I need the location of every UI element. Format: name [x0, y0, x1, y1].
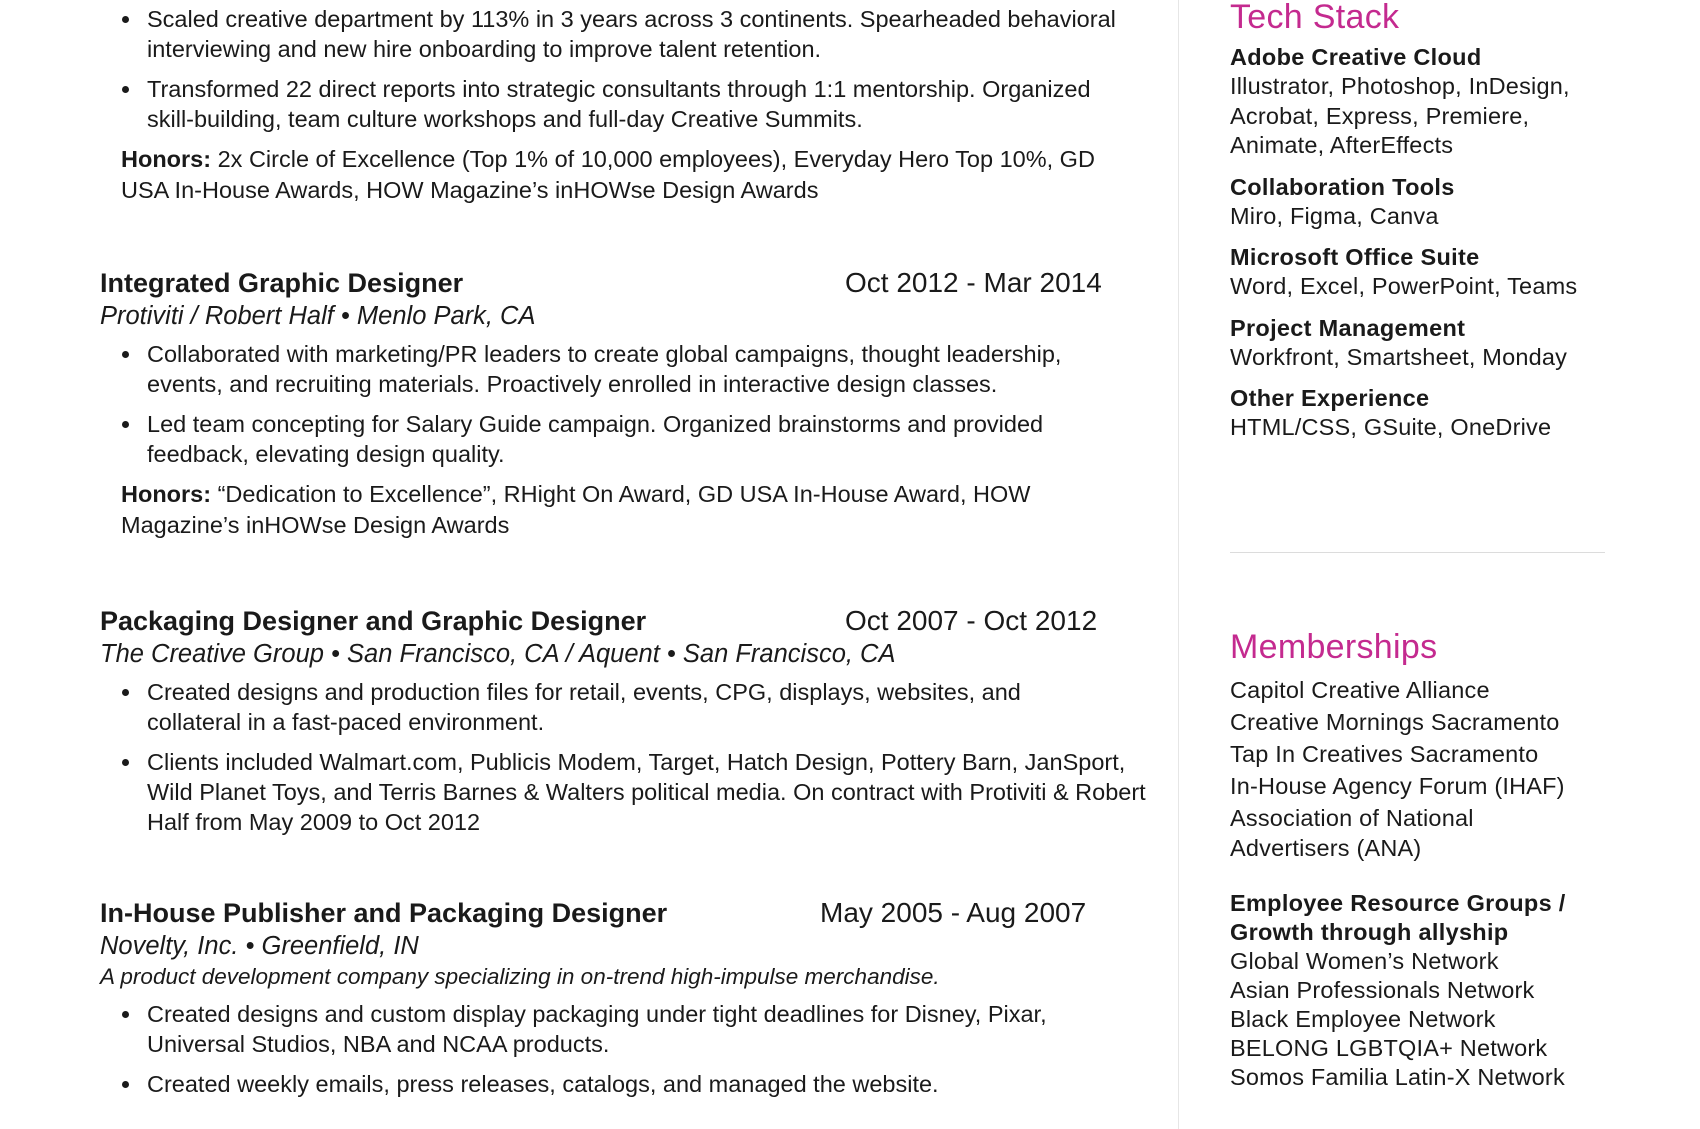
job-header [100, 604, 1160, 638]
job-entry [100, 604, 1160, 847]
erg-item: Black Employee Network [1230, 1006, 1496, 1032]
bullet-item: Transformed 22 direct reports into strategic consultants through 1:1 mentorship. Organized skill-building, team culture workshops and full-day Creative Summits. [100, 74, 1117, 134]
column-divider [1178, 0, 1179, 1129]
tech-category-title: Adobe Creative Cloud [1230, 44, 1482, 70]
tech-stack-section [1230, 0, 1610, 455]
memberships-section [1230, 627, 1620, 1092]
tech-category-title: Project Management [1230, 314, 1466, 341]
job-entry [100, 266, 1160, 540]
erg-item: Asian Professionals Network [1230, 977, 1535, 1003]
job-dates: Oct 2007 - Oct 2012 [845, 605, 1098, 636]
erg-item: Somos Familia Latin-X Network [1230, 1064, 1565, 1090]
membership-item: In-House Agency Forum (IHAF) [1230, 773, 1565, 799]
section-divider [1230, 552, 1605, 553]
bullet-list [100, 677, 1160, 837]
job-description: A product development company specializing in on-trend high-impulse merchandise. [100, 964, 940, 989]
tech-category-title: Microsoft Office Suite [1230, 244, 1480, 270]
job-header [100, 266, 1160, 300]
tech-category [1230, 43, 1610, 161]
tech-category-items: Illustrator, Photoshop, InDesign, Acrobat, Express, Premiere, Animate, AfterEffects [1230, 73, 1570, 158]
bullet-list [100, 339, 1160, 469]
tech-category-title: Other Experience [1230, 385, 1430, 411]
honors-label: Honors: [121, 146, 212, 172]
job-company: Protiviti / Robert Half • Menlo Park, CA [100, 302, 536, 330]
job-title: In-House Publisher and Packaging Designer [100, 898, 668, 928]
bullet-list [100, 999, 1160, 1099]
honors-text: 2x Circle of Excellence (Top 1% of 10,000 employees), Everyday Hero Top 10%, GD USA In-House Awards, HOW Magazine’s inHOWse Design Awards [121, 146, 1095, 203]
job-entry-previous [100, 4, 1160, 205]
tech-category-items: Workfront, Smartsheet, Monday [1230, 343, 1568, 370]
honors-text: “Dedication to Excellence”, RHight On Award, GD USA In-House Award, HOW Magazine’s inHOWse Design Awards [121, 481, 1031, 538]
bullet-item: Created weekly emails, press releases, catalogs, and managed the website. [100, 1069, 1127, 1099]
membership-item: Association of National Advertisers (ANA) [1230, 805, 1474, 861]
membership-item: Tap In Creatives Sacramento [1230, 741, 1539, 767]
honors [100, 144, 1131, 205]
tech-category-items: Miro, Figma, Canva [1230, 202, 1439, 229]
job-dates: Oct 2012 - Mar 2014 [845, 267, 1102, 298]
job-company: Novelty, Inc. • Greenfield, IN [100, 932, 419, 960]
bullet-item: Clients included Walmart.com, Publicis Modem, Target, Hatch Design, Pottery Barn, JanSport, Wild Planet Toys, and Terris Barnes & Walters political media. On contract with Protiviti & Robert Half from May 2009 to Oct 2012 [100, 747, 1157, 837]
job-dates: May 2005 - Aug 2007 [820, 897, 1087, 928]
membership-item: Capitol Creative Alliance [1230, 677, 1490, 703]
tech-category-items: Word, Excel, PowerPoint, Teams [1230, 273, 1578, 299]
bullet-item: Collaborated with marketing/PR leaders to create global campaigns, thought leadership, events, and recruiting materials. Proactively enrolled in interactive design classes. [100, 339, 1137, 399]
tech-stack-title: Tech Stack [1230, 0, 1400, 36]
tech-category [1230, 173, 1610, 232]
erg-item: Global Women’s Network [1230, 948, 1499, 974]
tech-category-items: HTML/CSS, GSuite, OneDrive [1230, 414, 1552, 440]
bullet-item: Led team concepting for Salary Guide campaign. Organized brainstorms and provided feedback, elevating design quality. [100, 409, 1107, 469]
job-company: The Creative Group • San Francisco, CA / Aquent • San Francisco, CA [100, 640, 896, 668]
bullet-item: Created designs and production files for retail, events, CPG, displays, websites, and collateral in a fast-paced environment. [100, 677, 1097, 737]
bullet-item: Scaled creative department by 113% in 3 years across 3 continents. Spearheaded behavioral interviewing and new hire onboarding to improve talent retention. [100, 4, 1117, 64]
tech-category [1230, 243, 1610, 302]
job-title: Packaging Designer and Graphic Designer [100, 606, 647, 636]
honors-label: Honors: [121, 481, 212, 507]
tech-category-title: Collaboration Tools [1230, 173, 1455, 200]
memberships-title: Memberships [1230, 628, 1438, 666]
job-title: Integrated Graphic Designer [100, 268, 464, 298]
erg-title: Employee Resource Groups / Growth through allyship [1230, 890, 1566, 945]
tech-category [1230, 314, 1610, 373]
honors [100, 479, 1111, 540]
bullet-list [100, 4, 1160, 134]
job-entry [100, 896, 1160, 1109]
membership-item: Creative Mornings Sacramento [1230, 709, 1560, 735]
bullet-item: Created designs and custom display packaging under tight deadlines for Disney, Pixar, Universal Studios, NBA and NCAA products. [100, 999, 1127, 1059]
tech-category [1230, 384, 1610, 443]
job-header [100, 896, 1160, 930]
erg-item: BELONG LGBTQIA+ Network [1230, 1035, 1548, 1061]
